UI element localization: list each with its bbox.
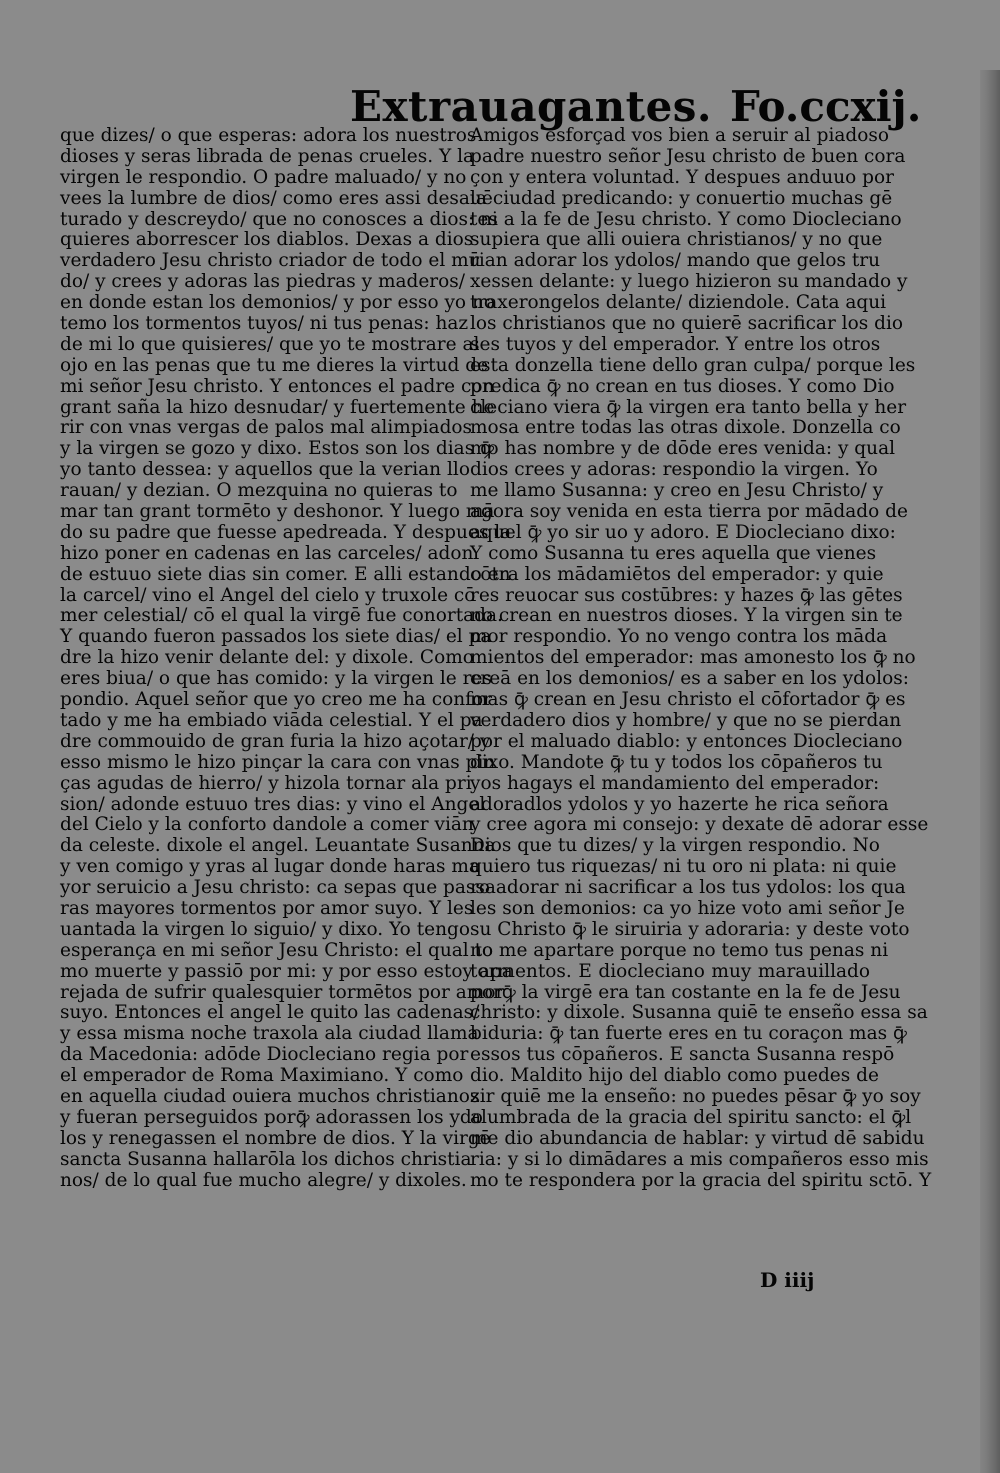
text-line: la ciudad predicando: y conuertio muchas gē [470, 187, 893, 209]
text-line: ro adorar ni sacrificar a los tus ydolos: los qua [470, 877, 906, 899]
text-line: no me apartare porque no temo tus penas ni [470, 939, 889, 961]
text-line: yo tanto dessea: y aquellos que la verian llo [60, 459, 470, 481]
text-line: mi señor Jesu christo. Y entonces el padre con [60, 375, 495, 397]
text-line: la carcel/ vino el Angel del cielo y truxole cō [60, 584, 476, 606]
text-line: los y renegassen el nombre de dios. Y la virgē [60, 1127, 491, 1149]
text-line: turado y descreydo/ que no conosces a dios: ni [60, 208, 498, 230]
text-line: verdadero dios y hombre/ y que no se pierdan [470, 709, 902, 731]
text-line: dre la hizo venir delante del: y dixole. Como [60, 647, 474, 669]
text-line: del Cielo y la conforto dandole a comer viān [60, 814, 474, 836]
text-line: pondio. Aquel señor que yo creo me ha confor [60, 689, 492, 711]
text-line: por el maluado diablo: y entonces Diocleciano [470, 730, 903, 752]
folio-number: Fo.ccxij. [730, 82, 922, 131]
text-line: aquel ꝙ̄ yo sir uo y adoro. E Diocleciano dixo: [470, 521, 896, 543]
text-line: dio. Maldito hijo del diablo como puedes de [470, 1065, 879, 1087]
text-line: de estuuo siete dias sin comer. E alli estando en [60, 563, 511, 585]
text-line: creā en los demonios/ es a saber en los ydolos: [470, 668, 909, 690]
text-line: mosa entre todas las otras dixole. Donzella co [470, 417, 901, 439]
text-line: dre commouido de gran furia la hizo açotar/ y [60, 730, 491, 752]
text-line: uantada la virgen lo siguio/ y dixo. Yo tengo [60, 918, 470, 940]
text-line: dioses y seras librada de penas crueles. Y la [60, 145, 475, 167]
text-line: sion/ adonde estuuo tres dias: y vino el Angel [60, 793, 486, 815]
text-line: sancta Susanna hallarōla los dichos christia [60, 1148, 472, 1170]
text-line: esta donzella tiene dello gran culpa/ porque les [470, 354, 916, 376]
text-line: quieres aborrescer los diablos. Dexas a dios [60, 229, 474, 251]
text-line: temo los tormentos tuyos/ ni tus penas: haz [60, 313, 469, 335]
text-line: agora soy venida en esta tierra por mādado de [470, 501, 908, 523]
text-line: tormentos. E diocleciano muy marauillado [470, 960, 870, 982]
right-text-column [470, 125, 932, 1191]
text-line: virgen le respondio. O padre maluado/ y no [60, 166, 467, 188]
text-line: cōtra los mādamiētos del emperador: y quie [470, 563, 884, 585]
text-line: mer celestial/ cō el qual la virgē fue conortada. [60, 605, 503, 627]
text-line: tes a la fe de Jesu christo. Y como Diocleciano [470, 208, 902, 230]
text-line: Amigos esforçad vos bien a seruir al piadoso [470, 125, 890, 146]
text-line: cleciano viera ꝙ̄ la virgen era tanto bella y her [470, 396, 907, 418]
text-line: de mi lo que quisieres/ que yo te mostrare al [60, 333, 480, 355]
text-line: suyo. Entonces el angel le quito las cadenas/ [60, 1002, 480, 1024]
text-line: rauan/ y dezian. O mezquina no quieras to [60, 480, 458, 502]
text-line: y la virgen se gozo y dixo. Estos son los dias ꝙ̄ [60, 438, 494, 460]
text-line: nos/ de lo qual fue mucho alegre/ y dixoles. [60, 1169, 467, 1191]
text-line: mor respondio. Yo no vengo contra los māda [470, 626, 888, 648]
text-line: ças agudas de hierro/ y hizola tornar ala pri [60, 772, 472, 794]
text-line: grant saña la hizo desnudar/ y fuertemente he [60, 396, 495, 418]
text-line: me llamo Susanna: y creo en Jesu Christo/ y [470, 480, 884, 502]
text-line: dixo. Mandote ꝙ̄ tu y todos los cōpañeros tu [470, 751, 883, 773]
text-line: su Christo ꝙ̄ le siruiria y adoraria: y deste voto [470, 918, 910, 940]
text-line: essos tus cōpañeros. E sancta Susanna respō [470, 1044, 895, 1066]
text-line: yos hagays el mandamiento del emperador: [470, 772, 880, 794]
signature-mark: D iiij [760, 1268, 815, 1292]
text-line: porꝙ̄ la virgē era tan costante en la fe de Jesu [470, 981, 901, 1003]
text-line: Y quando fueron passados los siete dias/ el pa [60, 626, 492, 648]
text-line: zir quiē me la enseño: no puedes pēsar ꝙ̄ yo soy [470, 1085, 921, 1107]
text-line: que dizes/ o que esperas: adora los nuestros [60, 125, 477, 146]
text-line: traxerongelos delante/ diziendole. Cata aqui [470, 292, 887, 314]
text-line: ras mayores tormentos por amor suyo. Y les [60, 897, 474, 919]
text-line: padre nuestro señor Jesu christo de buen cora [470, 145, 906, 167]
text-line: esperança en mi señor Jesu Christo: el qual to [60, 939, 494, 961]
text-line: çon y entera voluntad. Y despues anduuo por [470, 166, 894, 188]
text-line: los christianos que no quierē sacrificar los dio [470, 313, 904, 335]
text-line: hizo poner en cadenas en las carceles/ adon [60, 542, 474, 564]
text-line: rir con vnas vergas de palos mal alimpiados [60, 417, 473, 439]
text-line: y essa misma noche traxola ala ciudad llama [60, 1023, 479, 1045]
text-line: Y como Susanna tu eres aquella que vienes [470, 542, 877, 564]
text-line: les son demonios: ca yo hize voto ami señor Je [470, 897, 905, 919]
text-line: y fueran perseguidos porꝙ̄ adorassen los ydo [60, 1106, 483, 1128]
text-line: mo muerte y passiō por mi: y por esso estoy apa [60, 960, 513, 982]
text-line: do/ y crees y adoras las piedras y maderos/ [60, 271, 466, 293]
text-line: da Macedonia: adōde Diocleciano regia por [60, 1044, 469, 1066]
text-line: supiera que alli ouiera christianos/ y no que [470, 229, 883, 251]
text-line: mas ꝙ̄ crean en Jesu christo el cōfortador ꝙ̄ es [470, 689, 906, 711]
text-line: mo has nombre y de dōde eres venida: y qual [470, 438, 896, 460]
text-line: eres biua/ o que has comido: y la virgen le res [60, 668, 492, 690]
text-line: y ven comigo y yras al lugar donde haras ma [60, 856, 480, 878]
running-title: Extrauagantes. [350, 82, 713, 131]
page-edge-shadow [980, 70, 1000, 1473]
text-line: el emperador de Roma Maximiano. Y como [60, 1065, 464, 1087]
text-line: christo: y dixole. Susanna quiē te enseño essa sa [470, 1002, 928, 1024]
text-line: xessen delante: y luego hizieron su mandado y [470, 271, 908, 293]
text-line: en donde estan los demonios/ y por esso yo no [60, 292, 496, 314]
text-line: me dio abundancia de hablar: y virtud dē sabidu [470, 1127, 925, 1149]
text-line: tado y me ha embiado viāda celestial. Y el pa [60, 709, 483, 731]
text-line: da celeste. dixole el angel. Leuantate Susanna [60, 835, 496, 857]
text-line: mientos del emperador: mas amonesto los ꝙ̄ no [470, 647, 916, 669]
text-line: rian adorar los ydolos/ mando que gelos tru [470, 250, 881, 272]
text-line: en aquella ciudad ouiera muchos christianos [60, 1085, 480, 1107]
text-line: no crean en nuestros dioses. Y la virgen sin te [470, 605, 903, 627]
text-line: vees la lumbre de dios/ como eres assi desauē [60, 187, 493, 209]
text-line: yor seruicio a Jesu christo: ca sepas que passa [60, 877, 496, 899]
text-line: ses tuyos y del emperador. Y entre los otros [470, 333, 881, 355]
text-line: mo te respondera por la gracia del spiritu sctō. Y [470, 1169, 932, 1191]
text-line: dios crees y adoras: respondio la virgen. Yo [470, 459, 878, 481]
text-line: ria: y si lo dimādares a mis compañeros esso mis [470, 1148, 929, 1170]
text-line: esso mismo le hizo pinçar la cara con vnas pin [60, 751, 496, 773]
text-line: alumbrada de la gracia del spiritu sancto: el ꝙ̄l [470, 1106, 912, 1128]
text-line: ojo en las penas que tu me dieres la virtud de [60, 354, 489, 376]
text-line: quiero tus riquezas/ ni tu oro ni plata: ni quie [470, 856, 897, 878]
text-line: y cree agora mi consejo: y dexate dē adorar esse [470, 814, 929, 836]
text-line: res reuocar sus costūbres: y hazes ꝙ̄ las gētes [470, 584, 903, 606]
text-line: verdadero Jesu christo criador de todo el mū [60, 250, 481, 272]
text-line: rejada de sufrir qualesquier tormētos por amor [60, 981, 505, 1003]
text-line: Dios que tu dizes/ y la virgen respondio. No [470, 835, 880, 857]
text-line: biduria: ꝙ̄ tan fuerte eres en tu coraçon mas ꝙ̄ [470, 1023, 907, 1045]
text-line: predica ꝙ̄ no crean en tus dioses. Y como Dio [470, 375, 895, 397]
text-line: adoradlos ydolos y yo hazerte he rica señora [470, 793, 889, 815]
text-line: do su padre que fuesse apedreada. Y despues la [60, 521, 512, 543]
left-text-column [60, 125, 513, 1191]
text-line: mar tan grant tormēto y deshonor. Y luego mā [60, 501, 495, 523]
